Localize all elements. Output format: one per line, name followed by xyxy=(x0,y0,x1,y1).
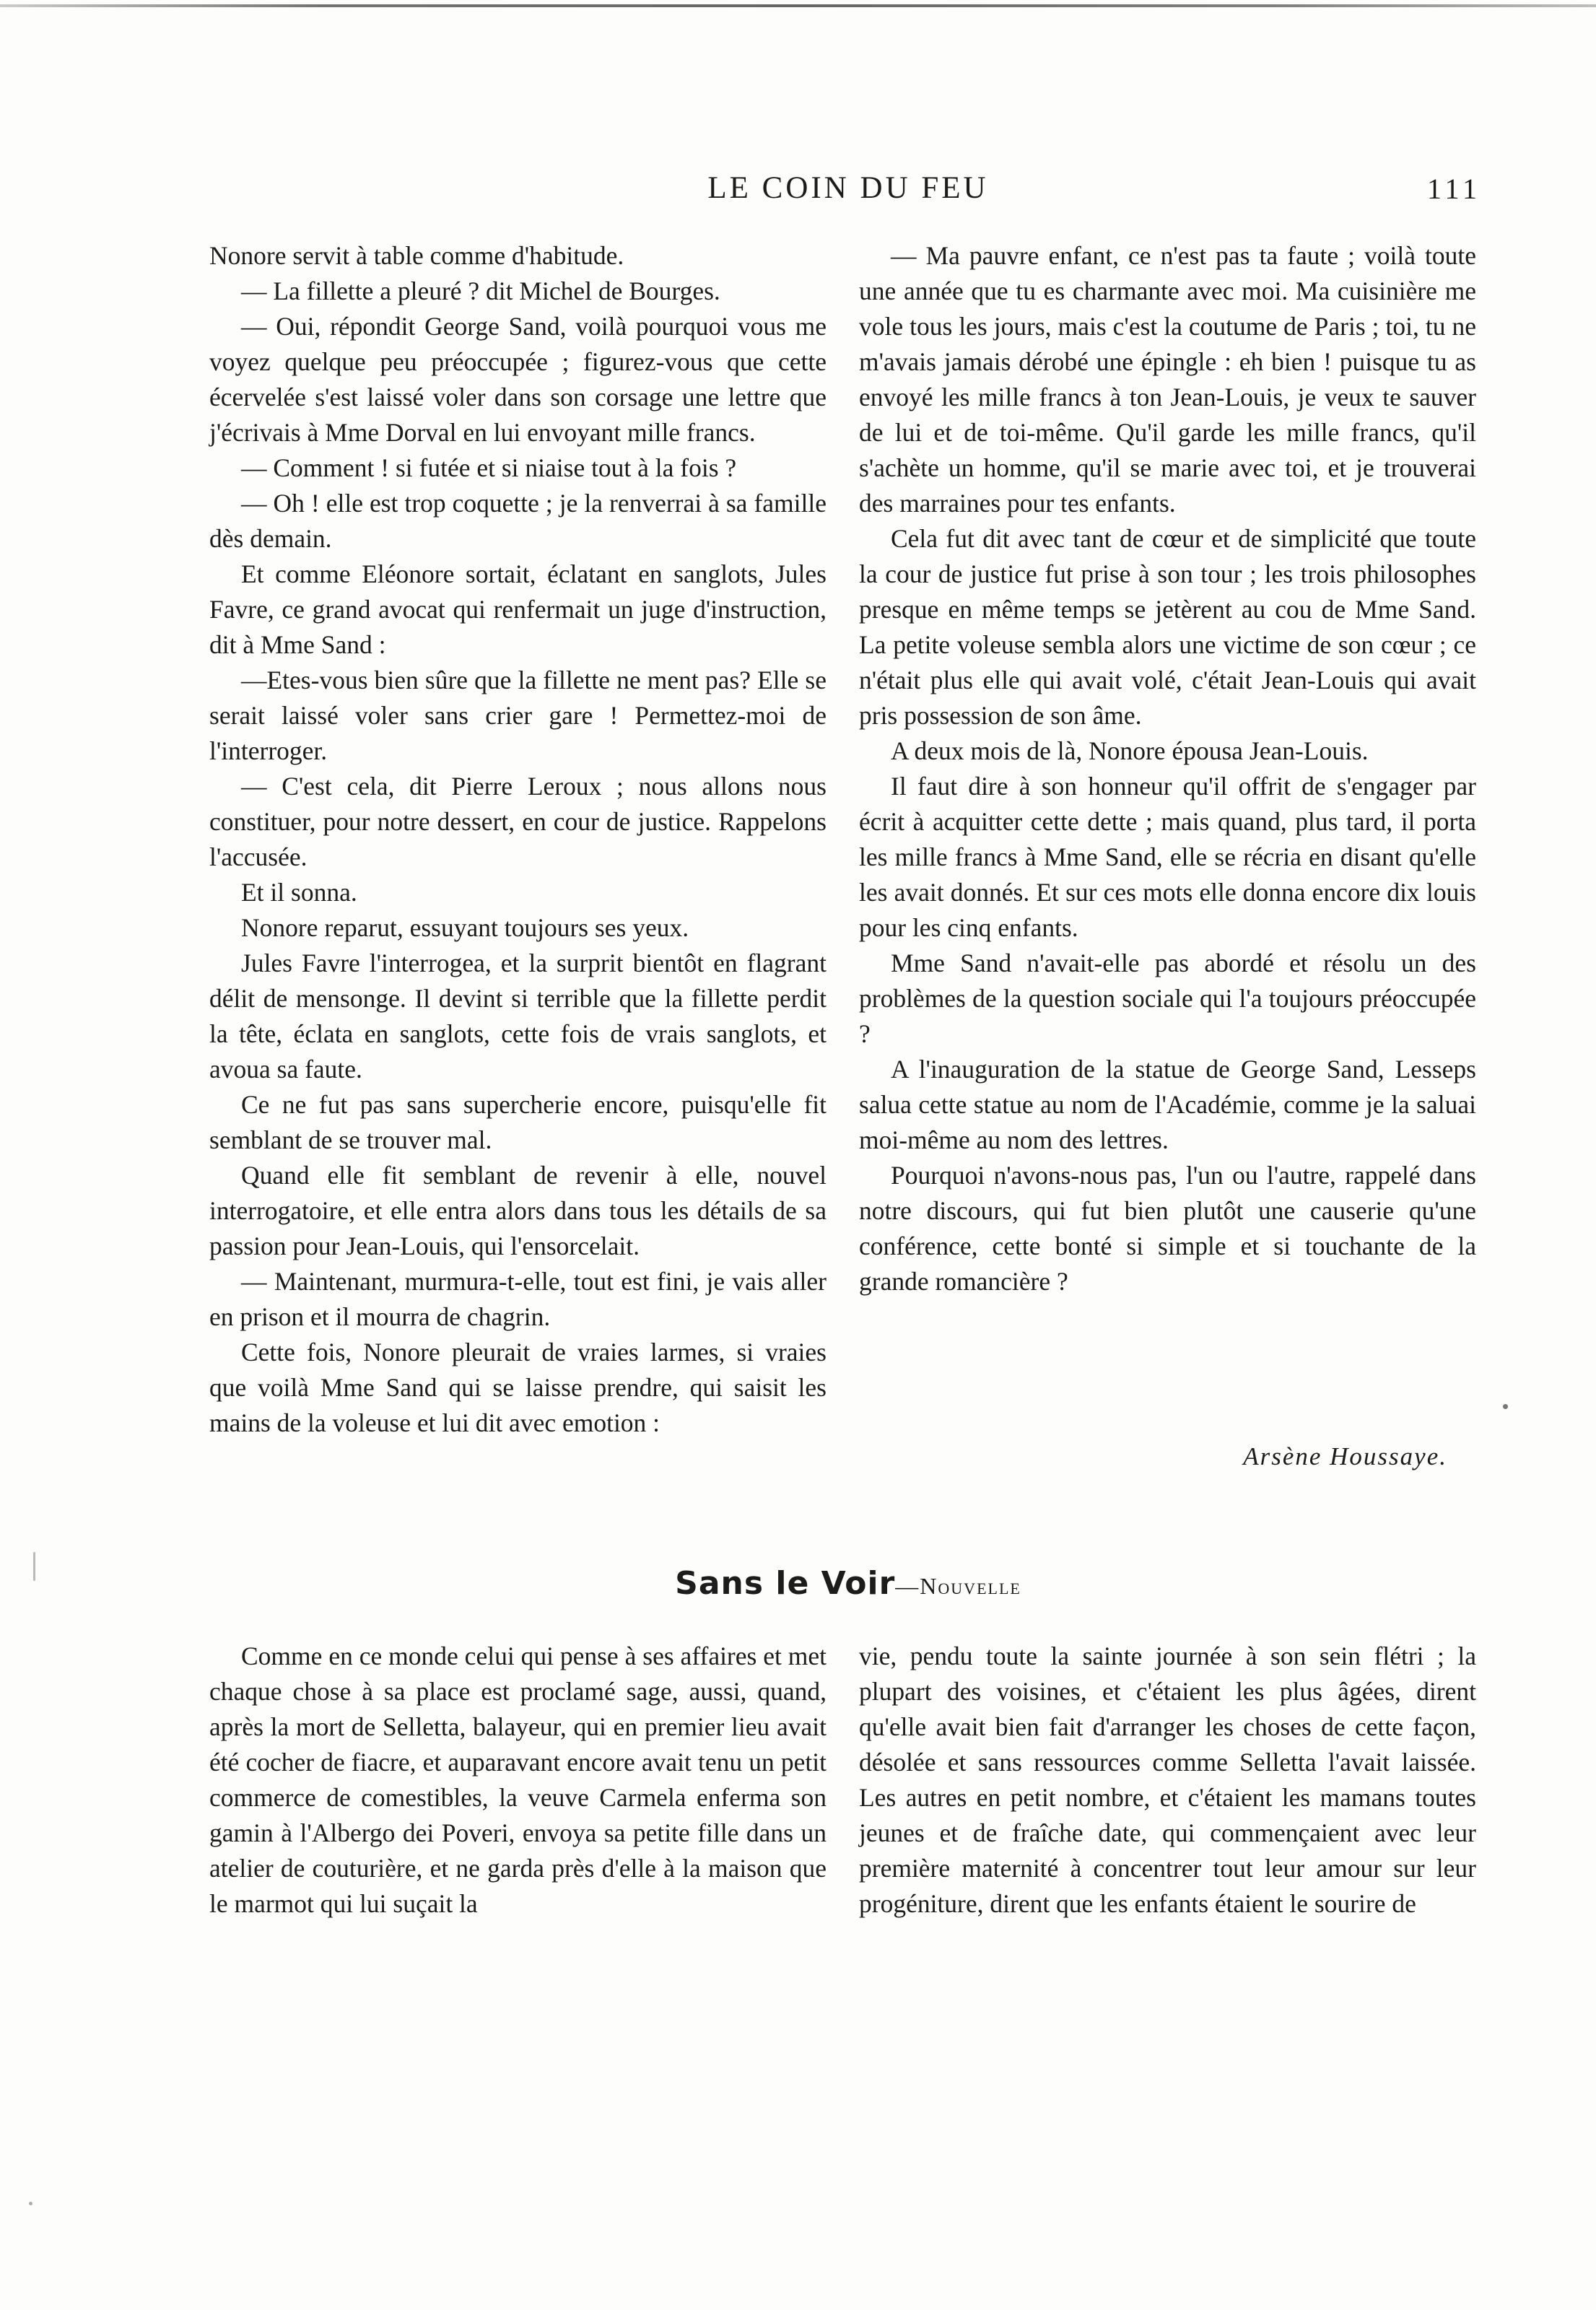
paragraph: A l'inauguration de la statue de George Sand, Lesseps salua cette statue au nom de l'Académie, comme je la saluai moi-même au nom des lettres. xyxy=(859,1055,1476,1154)
page-number: 111 xyxy=(1426,173,1481,205)
article-column-right xyxy=(859,238,1476,1299)
paragraph: Comme en ce monde celui qui pense à ses affaires et met chaque chose à sa place est proclamé sage, aussi, quand, après la mort de Selletta, balayeur, qui en premier lieu avait été cocher de fiacre, et auparavant encore avait tenu un petit commerce de comestibles, la veuve Carmela enferma son gamin à l'Albergo dei Poveri, envoya sa petite fille dans un atelier de couturière, et ne garda près d'elle à la maison que le marmot qui lui suçait la xyxy=(209,1642,827,1918)
paragraph: Pourquoi n'avons-nous pas, l'un ou l'autre, rappelé dans notre discours, qui fut bien plutôt une causerie qu'une conférence, cette bonté si simple et si touchante de la grande romancière ? xyxy=(859,1161,1476,1296)
story-heading xyxy=(209,1565,1487,1602)
paragraph: — Maintenant, murmura-t-elle, tout est fini, je vais aller en prison et il mourra de chagrin. xyxy=(209,1267,827,1331)
paragraph: Et comme Eléonore sortait, éclatant en sanglots, Jules Favre, ce grand avocat qui renfermait un juge d'instruction, dit à Mme Sand : xyxy=(209,559,827,659)
story-column-right xyxy=(859,1639,1476,1922)
paragraph: Il faut dire à son honneur qu'il offrit de s'engager par écrit à acquitter cette dette ; mais quand, plus tard, il porta les mille francs à Mme Sand, elle se récria en disant qu'elle les avait donnés. Et sur ces mots elle donna encore dix louis pour les cinq enfants. xyxy=(859,772,1476,942)
author-signature: Arsène Houssaye. xyxy=(1243,1442,1447,1470)
paragraph: — La fillette a pleuré ? dit Michel de Bourges. xyxy=(241,276,720,305)
paragraph: — Oh ! elle est trop coquette ; je la renverrai à sa famille dès demain. xyxy=(209,489,827,553)
page-header xyxy=(209,170,1487,214)
paragraph: Et il sonna. xyxy=(241,878,357,907)
top-edge-rule xyxy=(0,4,1596,7)
paragraph: Nonore servit à table comme d'habitude. xyxy=(209,241,624,270)
article-column-left xyxy=(209,238,827,1441)
paragraph: Nonore reparut, essuyant toujours ses yeux. xyxy=(241,913,689,942)
paragraph: — Ma pauvre enfant, ce n'est pas ta faute ; voilà toute une année que tu es charmante avec moi. Ma cuisinière me vole tous les jours, mais c'est la coutume de Paris ; toi, tu ne m'avais jamais dérobé une épingle : eh bien ! puisque tu as envoyé les mille francs à ton Jean-Louis, je veux te sauver de lui et de toi-même. Qu'il garde les mille francs, qu'il s'achète un homme, qu'il se marie avec toi, et je trouverai des marraines pour tes enfants. xyxy=(859,241,1476,518)
paragraph: A deux mois de là, Nonore épousa Jean-Louis. xyxy=(891,736,1369,765)
paragraph: —Etes-vous bien sûre que la fillette ne ment pas? Elle se serait laissé voler sans crier gare ! Permettez-moi de l'interroger. xyxy=(209,666,827,765)
story-column-left xyxy=(209,1639,827,1922)
story-kind: —Nouvelle xyxy=(895,1573,1021,1599)
print-speck xyxy=(33,1552,35,1581)
paragraph: Cela fut dit avec tant de cœur et de simplicité que toute la cour de justice fut prise à son tour ; les trois philosophes presque en même temps se jetèrent au cou de Mme Sand. La petite voleuse sembla alors une victime de son cœur ; ce n'était plus elle qui avait volé, c'était Jean-Louis qui avait pris possession de son âme. xyxy=(859,524,1476,730)
paragraph: Jules Favre l'interrogea, et la surprit bientôt en flagrant délit de mensonge. Il devint si terrible que la fillette perdit la tête, éclata en sanglots, cette fois de vrais sanglots, et avoua sa faute. xyxy=(209,949,827,1084)
running-title: LE COIN DU FEU xyxy=(707,171,989,205)
print-speck xyxy=(29,2202,32,2205)
paragraph: vie, pendu toute la sainte journée à son sein flétri ; la plupart des voisines, et c'étaient les plus âgées, dirent qu'elle avait bien fait d'arranger les choses de cette façon, désolée et sans ressources comme Selletta l'avait laissée. Les autres en petit nombre, et c'étaient les mamans toutes jeunes et de fraîche date, qui commençaient avec leur première maternité à concentrer tout leur amour sur leur progéniture, dirent que les enfants étaient le sourire de xyxy=(859,1642,1476,1918)
print-speck xyxy=(1503,1404,1508,1409)
paragraph: — Comment ! si futée et si niaise tout à la fois ? xyxy=(241,453,737,482)
paragraph: Quand elle fit semblant de revenir à elle, nouvel interrogatoire, et elle entra alors dans tous les détails de sa passion pour Jean-Louis, qui l'ensorcelait. xyxy=(209,1161,827,1260)
story-title: Sans le Voir xyxy=(675,1565,896,1602)
paragraph: — C'est cela, dit Pierre Leroux ; nous allons nous constituer, pour notre dessert, en cour de justice. Rappelons l'accusée. xyxy=(209,772,827,871)
paragraph: Mme Sand n'avait-elle pas abordé et résolu un des problèmes de la question sociale qui l'a toujours préoccupée ? xyxy=(859,949,1476,1048)
paragraph: — Oui, répondit George Sand, voilà pourquoi vous me voyez quelque peu préoccupée ; figurez-vous que cette écervelée s'est laissé voler dans son corsage une lettre que j'écrivais à Mme Dorval en lui envoyant mille francs. xyxy=(209,312,827,447)
paragraph: Cette fois, Nonore pleurait de vraies larmes, si vraies que voilà Mme Sand qui se laisse prendre, qui saisit les mains de la voleuse et lui dit avec emotion : xyxy=(209,1338,827,1437)
paragraph: Ce ne fut pas sans supercherie encore, puisqu'elle fit semblant de se trouver mal. xyxy=(209,1090,827,1154)
